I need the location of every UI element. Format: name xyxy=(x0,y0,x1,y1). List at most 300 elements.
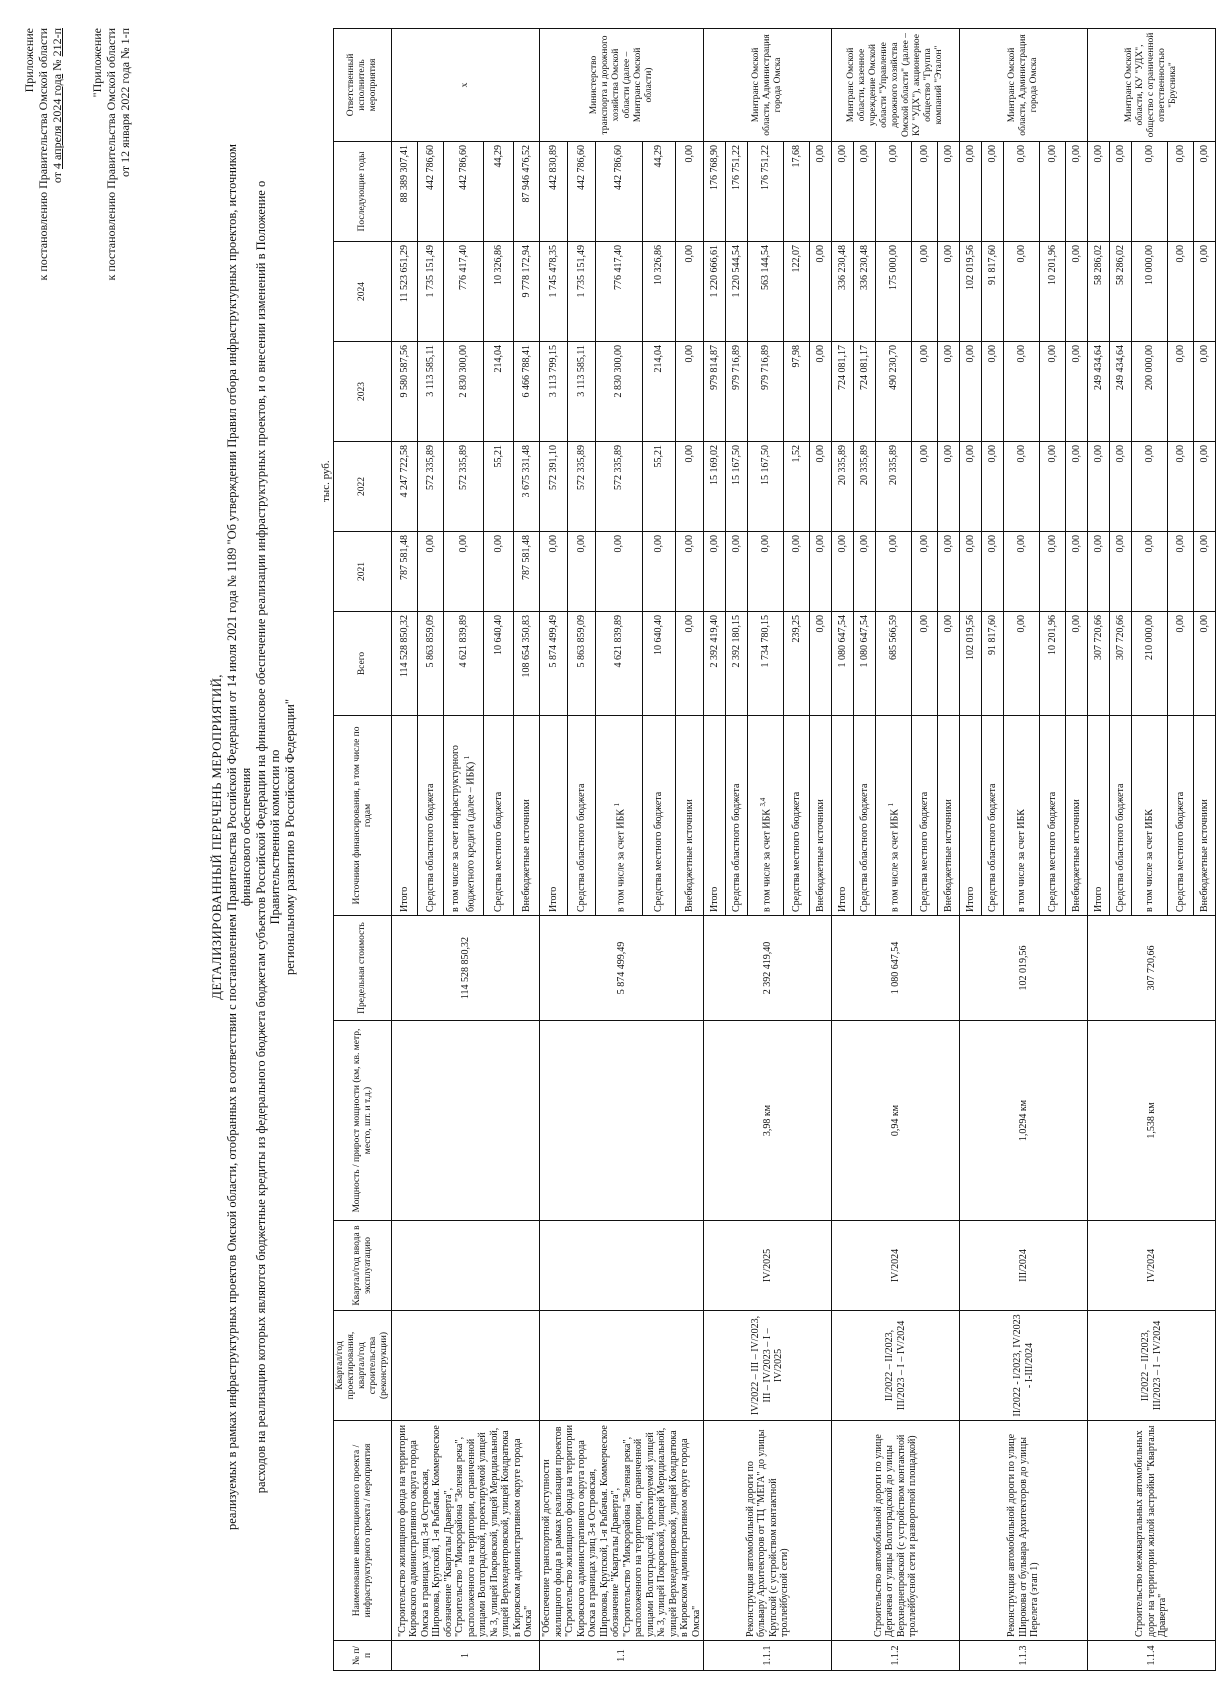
value-total: 5 874 499,49 xyxy=(540,612,568,716)
value-2024: 122,07 xyxy=(784,242,810,342)
value-later-years: 442 830,89 xyxy=(540,142,568,242)
value-2023: 724 081,17 xyxy=(832,342,854,442)
value-2022: 572 335,89 xyxy=(568,442,596,532)
value-2024: 10 000,00 xyxy=(1132,242,1168,342)
value-later-years: 44,29 xyxy=(484,142,514,242)
value-2021: 0,00 xyxy=(912,532,938,612)
document-title xyxy=(210,137,297,1537)
value-total: 0,00 xyxy=(675,612,703,716)
project-name: "Обеспечение транспортной доступности жилищного фонда в рамках реализации проектов "Строительство жилищного фонда на территории Кировского административного округа города Омска в границах улиц 3-я Островская, Широкова, Крупской, 1-я Рыбачья. Коммерческое обозначение "Кварталы Драверта", "Строительство "Микрорайона "Зеленая река", расположенного на территории, ограниченной улицами Волгоградской, проектируемой улицей № 3, улицей Покровской, улицей Меридиальной, улицей Верхнеднепровской, улицей Кондратюка в Кировском административном округе города Омска" xyxy=(540,1421,704,1641)
funding-source xyxy=(675,716,703,916)
value-2024: 1 745 478,35 xyxy=(540,242,568,342)
value-2023: 0,00 xyxy=(960,342,982,442)
value-later-years: 0,00 xyxy=(1066,142,1088,242)
value-later-years: 0,00 xyxy=(1040,142,1066,242)
appendix-number-sign: № xyxy=(50,56,64,74)
funding-source-label: Внебюджетные источники xyxy=(942,799,954,912)
value-2022: 0,00 xyxy=(1004,442,1040,532)
value-2023: 490 230,70 xyxy=(876,342,912,442)
value-2023: 2 830 300,00 xyxy=(596,342,642,442)
appendix-date: 4 апреля 2024 года xyxy=(50,73,64,170)
value-2024: 336 230,48 xyxy=(854,242,876,342)
funding-source xyxy=(568,716,596,916)
value-2023: 0,00 xyxy=(982,342,1004,442)
value-2021: 0,00 xyxy=(1066,532,1088,612)
value-2024: 336 230,48 xyxy=(832,242,854,342)
design-period xyxy=(540,1311,704,1421)
funding-source-label: Итого xyxy=(1092,886,1104,912)
value-total: 1 734 780,15 xyxy=(748,612,784,716)
value-total: 10 640,40 xyxy=(642,612,675,716)
value-2021: 0,00 xyxy=(675,532,703,612)
commission-period: III/2024 xyxy=(960,1221,1088,1311)
value-2022: 0,00 xyxy=(1066,442,1088,532)
value-2022: 20 335,89 xyxy=(854,442,876,532)
appendix-original-line2: от 12 января 2022 года № 1-п xyxy=(118,28,132,177)
value-2022: 55,21 xyxy=(642,442,675,532)
value-total: 2 392 180,15 xyxy=(726,612,748,716)
value-2023: 979 814,87 xyxy=(704,342,726,442)
value-total: 4 621 839,89 xyxy=(444,612,484,716)
value-2021: 0,00 xyxy=(810,532,832,612)
funding-source xyxy=(418,716,444,916)
project-name: Реконструкция автомобильной дороги по улице Широкова от бульвара Архитекторов до улицы Перелета (этап 1) xyxy=(960,1421,1088,1641)
measures-table xyxy=(333,28,1216,1671)
funding-source xyxy=(704,716,726,916)
header-responsible: Ответственный исполнитель мероприятия xyxy=(334,29,392,142)
funding-source xyxy=(1132,716,1168,916)
value-2024: 91 817,60 xyxy=(982,242,1004,342)
design-period xyxy=(392,1311,540,1421)
value-2022: 0,00 xyxy=(1168,442,1194,532)
funding-source-label: Средства областного бюджета xyxy=(986,783,998,912)
value-2024: 10 326,86 xyxy=(484,242,514,342)
value-2021: 0,00 xyxy=(704,532,726,612)
value-2022: 15 167,50 xyxy=(748,442,784,532)
commission-period: IV/2024 xyxy=(832,1221,960,1311)
value-2023: 724 081,17 xyxy=(854,342,876,442)
value-later-years: 0,00 xyxy=(832,142,854,242)
funding-source-label: в том числе за счет инфраструктурного бюджетного кредита (далее – ИБК) xyxy=(450,745,477,912)
value-2024: 0,00 xyxy=(675,242,703,342)
value-2024: 0,00 xyxy=(1194,242,1216,342)
value-2024: 58 286,02 xyxy=(1110,242,1132,342)
value-2024: 11 523 651,29 xyxy=(392,242,418,342)
funding-source-label: Внебюджетные источники xyxy=(1070,799,1082,912)
responsible-executor: х xyxy=(392,29,540,142)
cost-limit: 1 080 647,54 xyxy=(832,916,960,1021)
value-later-years: 0,00 xyxy=(1132,142,1168,242)
appendix-date-prefix: от xyxy=(50,169,64,184)
appendix-number: 212-п xyxy=(50,28,64,57)
design-period: II/2022 – II/2023, III/2023 – I – IV/2024 xyxy=(1088,1311,1216,1421)
value-2022: 0,00 xyxy=(810,442,832,532)
value-2021: 0,00 xyxy=(484,532,514,612)
value-total: 114 528 850,32 xyxy=(392,612,418,716)
value-2021: 0,00 xyxy=(1168,532,1194,612)
value-2021: 0,00 xyxy=(540,532,568,612)
value-total: 1 080 647,54 xyxy=(854,612,876,716)
value-2023: 0,00 xyxy=(1040,342,1066,442)
value-2022: 0,00 xyxy=(675,442,703,532)
funding-source xyxy=(726,716,748,916)
value-later-years: 442 786,60 xyxy=(568,142,596,242)
project-name: Строительство автомобильной дороги по улице Дергачева от улицы Волгоградской до улицы Верхнеднепровской (с устройством контактной троллейбусной сети и разворотной площадкой) xyxy=(832,1421,960,1641)
value-total: 0,00 xyxy=(1194,612,1216,716)
value-total: 685 566,59 xyxy=(876,612,912,716)
value-2023: 214,04 xyxy=(484,342,514,442)
value-2024: 0,00 xyxy=(938,242,960,342)
funding-source xyxy=(748,716,784,916)
project-name: Реконструкция автомобильной дороги по бульвару Архитекторов от ТЦ "МЕГА" до улицы Крупской (с устройством контактной троллейбусной сети) xyxy=(704,1421,832,1641)
value-2024: 9 778 172,94 xyxy=(514,242,540,342)
value-2022: 572 391,10 xyxy=(540,442,568,532)
value-2021: 787 581,48 xyxy=(392,532,418,612)
value-2021: 0,00 xyxy=(748,532,784,612)
funding-source-label: Средства областного бюджета xyxy=(424,783,436,912)
funding-source-label: в том числе за счет ИБК xyxy=(761,809,773,912)
value-later-years: 0,00 xyxy=(960,142,982,242)
value-total: 108 654 350,83 xyxy=(514,612,540,716)
value-later-years: 44,29 xyxy=(642,142,675,242)
value-2023: 0,00 xyxy=(938,342,960,442)
design-period: IV/2022 – III – IV/2023, III – IV/2023 – I – IV/2025 xyxy=(704,1311,832,1421)
funding-source-label: Средства областного бюджета xyxy=(858,783,870,912)
value-2022: 0,00 xyxy=(1040,442,1066,532)
value-total: 307 720,66 xyxy=(1110,612,1132,716)
capacity xyxy=(392,1021,540,1221)
value-2021: 0,00 xyxy=(784,532,810,612)
value-total: 91 817,60 xyxy=(982,612,1004,716)
value-total: 5 863 859,09 xyxy=(568,612,596,716)
row-number: 1.1.2 xyxy=(832,1641,960,1671)
header-name: Наименование инвестиционного проекта / инфраструктурного проекта / мероприятия xyxy=(334,1421,392,1641)
value-later-years: 0,00 xyxy=(1110,142,1132,242)
commission-period: IV/2024 xyxy=(1088,1221,1216,1311)
funding-source xyxy=(810,716,832,916)
funding-source-label: Внебюджетные источники xyxy=(814,799,826,912)
funding-source xyxy=(938,716,960,916)
value-2022: 0,00 xyxy=(1132,442,1168,532)
value-2021: 0,00 xyxy=(960,532,982,612)
value-2022: 572 335,89 xyxy=(444,442,484,532)
value-2021: 0,00 xyxy=(444,532,484,612)
commission-period xyxy=(540,1221,704,1311)
value-total: 10 201,96 xyxy=(1040,612,1066,716)
row-number: 1 xyxy=(392,1641,540,1671)
value-2022: 0,00 xyxy=(960,442,982,532)
funding-source-label: Средства областного бюджета xyxy=(576,783,588,912)
funding-source-label: в том числе за счет ИБК xyxy=(1015,809,1027,912)
capacity: 3,98 км xyxy=(704,1021,832,1221)
units-label: тыс. руб. xyxy=(320,460,332,502)
value-later-years: 0,00 xyxy=(1088,142,1110,242)
funding-source-label: Средства местного бюджета xyxy=(652,791,664,912)
value-2021: 0,00 xyxy=(1132,532,1168,612)
value-2023: 3 113 585,11 xyxy=(568,342,596,442)
cost-limit: 102 019,56 xyxy=(960,916,1088,1021)
value-2021: 0,00 xyxy=(418,532,444,612)
value-total: 2 392 419,40 xyxy=(704,612,726,716)
funding-source-label: Средства местного бюджета xyxy=(918,791,930,912)
appendix-original xyxy=(90,28,132,281)
value-2023: 979 716,89 xyxy=(726,342,748,442)
funding-source-label: Итого xyxy=(398,886,410,912)
header-2023: 2023 xyxy=(334,342,392,442)
value-2022: 20 335,89 xyxy=(876,442,912,532)
value-2023: 97,98 xyxy=(784,342,810,442)
value-2021: 0,00 xyxy=(982,532,1004,612)
value-later-years: 442 786,60 xyxy=(596,142,642,242)
value-2023: 0,00 xyxy=(1066,342,1088,442)
value-2024: 58 286,02 xyxy=(1088,242,1110,342)
value-later-years: 0,00 xyxy=(912,142,938,242)
value-2023: 214,04 xyxy=(642,342,675,442)
value-total: 307 720,66 xyxy=(1088,612,1110,716)
funding-source-label: Итого xyxy=(964,886,976,912)
funding-source-label: Внебюджетные источники xyxy=(520,799,532,912)
funding-source-label: в том числе за счет ИБК xyxy=(614,809,626,912)
table-row xyxy=(540,29,568,1671)
header-total: Всего xyxy=(334,612,392,716)
funding-source-label: в том числе за счет ИБК xyxy=(1143,809,1155,912)
value-2024: 0,00 xyxy=(1066,242,1088,342)
value-2023: 0,00 xyxy=(675,342,703,442)
value-total: 1 080 647,54 xyxy=(832,612,854,716)
appendix-title: Приложение xyxy=(22,28,36,93)
funding-source xyxy=(1168,716,1194,916)
value-2021: 0,00 xyxy=(938,532,960,612)
value-later-years: 176 768,90 xyxy=(704,142,726,242)
funding-source-label: Внебюджетные источники xyxy=(683,799,695,912)
capacity: 1,0294 км xyxy=(960,1021,1088,1221)
value-2022: 0,00 xyxy=(912,442,938,532)
value-2021: 0,00 xyxy=(876,532,912,612)
row-number: 1.1.3 xyxy=(960,1641,1088,1671)
value-total: 239,25 xyxy=(784,612,810,716)
table-row xyxy=(1088,29,1110,1671)
cost-limit: 2 392 419,40 xyxy=(704,916,832,1021)
value-2023: 0,00 xyxy=(810,342,832,442)
value-later-years: 17,68 xyxy=(784,142,810,242)
value-2022: 1,52 xyxy=(784,442,810,532)
title-line-1: ДЕТАЛИЗИРОВАННЫЙ ПЕРЕЧЕНЬ МЕРОПРИЯТИЙ, xyxy=(209,674,224,1000)
funding-source xyxy=(1110,716,1132,916)
value-later-years: 0,00 xyxy=(1194,142,1216,242)
value-later-years: 0,00 xyxy=(1168,142,1194,242)
funding-source xyxy=(832,716,854,916)
funding-source xyxy=(484,716,514,916)
table-row xyxy=(392,29,418,1671)
commission-period: IV/2025 xyxy=(704,1221,832,1311)
value-2023: 0,00 xyxy=(1004,342,1040,442)
value-2023: 6 466 788,41 xyxy=(514,342,540,442)
header-num: № п/п xyxy=(334,1641,392,1671)
value-total: 0,00 xyxy=(912,612,938,716)
value-2022: 55,21 xyxy=(484,442,514,532)
value-2024: 10 201,96 xyxy=(1040,242,1066,342)
value-total: 10 640,40 xyxy=(484,612,514,716)
value-2024: 10 326,86 xyxy=(642,242,675,342)
funding-source-label: Итого xyxy=(547,886,559,912)
value-2022: 0,00 xyxy=(982,442,1004,532)
value-2023: 249 434,64 xyxy=(1088,342,1110,442)
funding-source xyxy=(1194,716,1216,916)
footnote-marker: 1 xyxy=(887,803,896,807)
design-period: II/2022 – II/2023, III/2023 – I – IV/2024 xyxy=(832,1311,960,1421)
value-2023: 3 113 585,11 xyxy=(418,342,444,442)
footnote-marker: 3,4 xyxy=(759,797,768,807)
value-total: 0,00 xyxy=(1066,612,1088,716)
value-2024: 0,00 xyxy=(1168,242,1194,342)
value-2023: 9 580 587,56 xyxy=(392,342,418,442)
value-2021: 0,00 xyxy=(1194,532,1216,612)
funding-source-label: Итого xyxy=(708,886,720,912)
funding-source-label: Внебюджетные источники xyxy=(1198,799,1210,912)
value-2024: 1 220 666,61 xyxy=(704,242,726,342)
header-design: Квартал/год проектирования, квартал/год строительства (реконструкции) xyxy=(334,1311,392,1421)
value-2023: 0,00 xyxy=(912,342,938,442)
cost-limit: 5 874 499,49 xyxy=(540,916,704,1021)
project-name: "Строительство жилищного фонда на территории Кировского административного округа города Омска в границах улиц 3-я Островская, Широкова, Крупской, 1-я Рыбачья. Коммерческое обозначение "Кварталы Драверта", "Строительство "Микрорайона "Зеленая река", расположенного на территории, ограниченной улицами Волгоградской, проектируемой улицей № 3, улицей Покровской, улицей Меридиальной, улицей Верхнеднепровской, улицей Кондратюка в Кировском административном округе города Омска" xyxy=(392,1421,540,1641)
value-2022: 0,00 xyxy=(1194,442,1216,532)
row-number: 1.1.1 xyxy=(704,1641,832,1671)
funding-source xyxy=(392,716,418,916)
funding-source-label: Средства местного бюджета xyxy=(1174,791,1186,912)
value-2021: 0,00 xyxy=(1110,532,1132,612)
value-2023: 0,00 xyxy=(1194,342,1216,442)
value-later-years: 0,00 xyxy=(982,142,1004,242)
value-2022: 0,00 xyxy=(1088,442,1110,532)
value-2023: 249 434,64 xyxy=(1110,342,1132,442)
funding-source xyxy=(540,716,568,916)
capacity: 1,538 км xyxy=(1088,1021,1216,1221)
responsible-executor: Минтранс Омской области, КУ "УДХ", общество с ограниченной ответственностью "Брусника" xyxy=(1088,29,1216,142)
title-line-3: расходов на реализацию которых являются бюджетные кредиты из федерального бюджета бюджетам субъектов Российской Федерации на финансовое обеспечение реализации инфраструктурных проектов, и о внесении изменений в Положение о Правительственной комиссии по xyxy=(253,180,282,1494)
value-2021: 0,00 xyxy=(568,532,596,612)
value-2024: 1 735 151,49 xyxy=(568,242,596,342)
funding-source xyxy=(596,716,642,916)
appendix-line1: к постановлению Правительства Омской области xyxy=(36,28,50,281)
value-2024: 102 019,56 xyxy=(960,242,982,342)
value-2022: 0,00 xyxy=(1110,442,1132,532)
table-body xyxy=(392,29,1216,1671)
value-2024: 0,00 xyxy=(810,242,832,342)
value-2023: 3 113 799,15 xyxy=(540,342,568,442)
value-later-years: 0,00 xyxy=(876,142,912,242)
funding-source xyxy=(1040,716,1066,916)
header-2024: 2024 xyxy=(334,242,392,342)
value-later-years: 88 389 307,41 xyxy=(392,142,418,242)
value-2021: 0,00 xyxy=(596,532,642,612)
value-total: 0,00 xyxy=(938,612,960,716)
value-later-years: 0,00 xyxy=(938,142,960,242)
title-line-2: реализуемых в рамках инфраструктурных проектов Омской области, отобранных в соответствии с постановлением Правительства Российской Федерации от 14 июля 2021 года № 1189 "Об утверждении Правил отбора инфраструктурных проектов, источником финансового обеспечения xyxy=(224,143,253,1531)
funding-source xyxy=(1066,716,1088,916)
responsible-executor: Минтранс Омской области, Администрация города Омска xyxy=(704,29,832,142)
value-total: 0,00 xyxy=(810,612,832,716)
funding-source xyxy=(960,716,982,916)
header-cost: Предельная стоимость xyxy=(334,916,392,1021)
design-period: II/2022 - I/2023, IV/2023 - I-III/2024 xyxy=(960,1311,1088,1421)
value-2024: 0,00 xyxy=(912,242,938,342)
value-2022: 3 675 331,48 xyxy=(514,442,540,532)
value-later-years: 0,00 xyxy=(675,142,703,242)
funding-source xyxy=(514,716,540,916)
funding-source-label: Средства местного бюджета xyxy=(790,791,802,912)
value-2023: 0,00 xyxy=(1168,342,1194,442)
capacity: 0,94 км xyxy=(832,1021,960,1221)
funding-source xyxy=(444,716,484,916)
value-2021: 0,00 xyxy=(726,532,748,612)
value-total: 0,00 xyxy=(1168,612,1194,716)
value-later-years: 87 946 476,52 xyxy=(514,142,540,242)
header-source: Источники финансирования, в том числе по годам xyxy=(334,716,392,916)
cost-limit: 114 528 850,32 xyxy=(392,916,540,1021)
table-row xyxy=(704,29,726,1671)
funding-source xyxy=(1004,716,1040,916)
row-number: 1.1 xyxy=(540,1641,704,1671)
value-2021: 0,00 xyxy=(1040,532,1066,612)
appendix-original-title: "Приложение xyxy=(90,28,104,98)
funding-source-label: Средства местного бюджета xyxy=(492,791,504,912)
header-2022: 2022 xyxy=(334,442,392,532)
value-later-years: 0,00 xyxy=(854,142,876,242)
title-line-4: региональному развитию в Российской Федерации" xyxy=(282,699,297,975)
value-total: 210 000,00 xyxy=(1132,612,1168,716)
table-row xyxy=(960,29,982,1671)
table-header-row xyxy=(334,29,392,1671)
funding-source xyxy=(1088,716,1110,916)
value-2022: 572 335,89 xyxy=(596,442,642,532)
value-2022: 4 247 722,58 xyxy=(392,442,418,532)
value-total: 102 019,56 xyxy=(960,612,982,716)
appendix-current xyxy=(22,28,64,281)
value-2023: 200 000,00 xyxy=(1132,342,1168,442)
value-2021: 787 581,48 xyxy=(514,532,540,612)
value-2023: 2 830 300,00 xyxy=(444,342,484,442)
responsible-executor: Министерство транспорта и дорожного хозяйства Омской области (далее – Минтранс Омской области) xyxy=(540,29,704,142)
value-2024: 1 220 544,54 xyxy=(726,242,748,342)
value-total: 0,00 xyxy=(1004,612,1040,716)
value-later-years: 442 786,60 xyxy=(444,142,484,242)
value-2024: 563 144,54 xyxy=(748,242,784,342)
value-2024: 175 000,00 xyxy=(876,242,912,342)
commission-period xyxy=(392,1221,540,1311)
responsible-executor: Минтранс Омской области, Администрация города Омска xyxy=(960,29,1088,142)
value-2024: 0,00 xyxy=(1004,242,1040,342)
header-commission: Квартал/год ввода в эксплуатацию xyxy=(334,1221,392,1311)
funding-source-label: Средства областного бюджета xyxy=(730,783,742,912)
value-2023: 979 716,89 xyxy=(748,342,784,442)
funding-source xyxy=(876,716,912,916)
footnote-marker: 1 xyxy=(462,755,471,760)
value-total: 4 621 839,89 xyxy=(596,612,642,716)
footnote-marker: 1 xyxy=(612,803,621,807)
funding-source-label: Средства местного бюджета xyxy=(1046,791,1058,912)
funding-source xyxy=(912,716,938,916)
project-name: Строительство межквартальных автомобильных дорог на территории жилой застройки "Кварталы Драверта" xyxy=(1088,1421,1216,1641)
value-2021: 0,00 xyxy=(854,532,876,612)
value-2022: 0,00 xyxy=(938,442,960,532)
value-2022: 15 167,50 xyxy=(726,442,748,532)
table-row xyxy=(832,29,854,1671)
value-2021: 0,00 xyxy=(1004,532,1040,612)
appendix-line2 xyxy=(50,28,64,281)
funding-source-label: Итого xyxy=(836,886,848,912)
value-2022: 20 335,89 xyxy=(832,442,854,532)
value-later-years: 0,00 xyxy=(1004,142,1040,242)
